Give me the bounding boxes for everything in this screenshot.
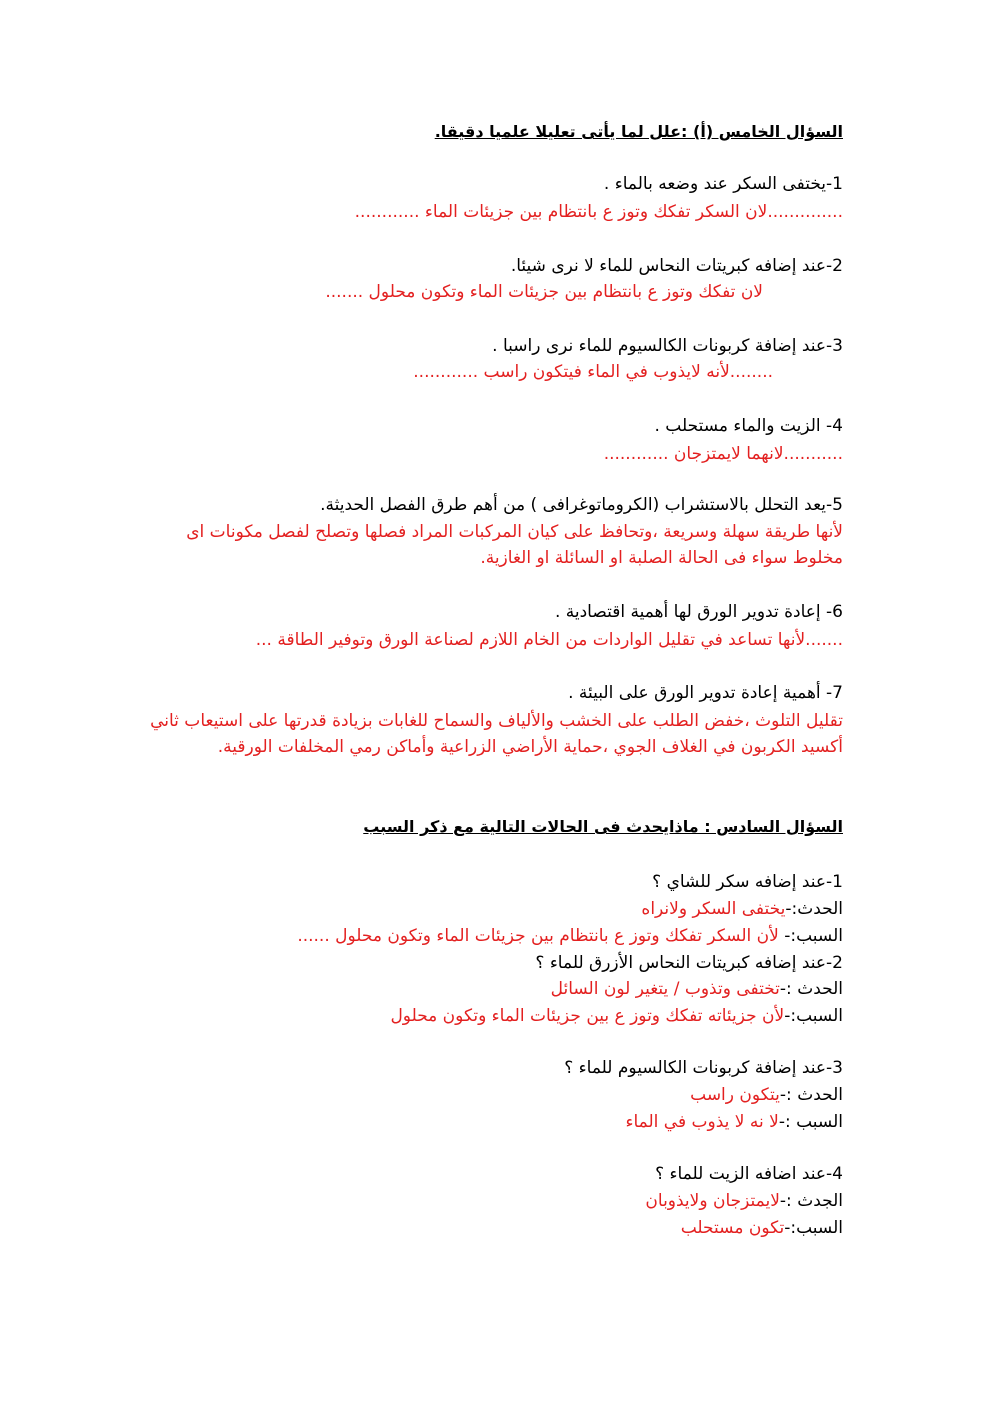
s6-q2: 2-عند إضافه كبريتات النحاس الأزرق للماء ؟ xyxy=(535,953,843,973)
s5-q5: 5-يعد التحلل بالاستشراب (الكروماتوغرافى ) من أهم طرق الفصل الحديثة. xyxy=(320,495,843,515)
reason-label: السبب:- xyxy=(784,1006,843,1026)
reason-label: السبب:- xyxy=(784,1218,843,1238)
section5-title: السؤال الخامس (أ) :علل لما يأتى تعليلا علميا دقيقا. xyxy=(434,122,843,141)
s6-q3: 3-عند إضافة كربونات الكالسيوم للماء ؟ xyxy=(564,1058,843,1078)
reason-text: لا نه لا يذوب في الماء xyxy=(625,1112,779,1132)
event-label: الجدث :- xyxy=(779,1191,843,1211)
s5-q3: 3-عند إضافة كربونات الكالسيوم للماء نرى راسبا . xyxy=(492,336,843,356)
s5-q2: 2-عند إضافه كبريتات النحاس للماء لا نرى شيئا. xyxy=(510,256,843,276)
s5-q4: 4- الزيت والماء مستحلب . xyxy=(654,416,843,436)
s5-a6: .......لأنها تساعد في تقليل الواردات من الخام اللازم لصناعة الورق وتوفير الطاقة ... xyxy=(255,630,843,650)
s6-q4-reason xyxy=(681,1216,843,1240)
s5-a1: ..............لان السكر تفكك وتوز ع بانتظام بين جزيئات الماء ............ xyxy=(354,202,843,222)
s5-q6: 6- إعادة تدوير الورق لها أهمية اقتصادية . xyxy=(554,602,843,622)
section6-title: السؤال السادس : ماذايحدث فى الحالات التالية مع ذكر السبب xyxy=(363,817,843,836)
s6-q3-reason xyxy=(626,1110,844,1134)
reason-text: لأن جزيئاته تفكك وتوز ع بين جزيئات الماء وتكون محلول xyxy=(390,1006,785,1026)
event-label: الحدث :- xyxy=(779,1085,843,1105)
event-text: يختفى السكر ولانراه xyxy=(641,899,786,919)
event-label: الحدث:- xyxy=(785,899,843,919)
s5-a7: تقليل التلوث ،خفض الطلب على الخشب والألياف والسماح للغابات بزيادة قدرتها على استيعاب ثاني أكسيد الكربون في الغلاف الجوي ،حماية الأراضي الزراعية وأماكن رمي المخلفات الورقية. xyxy=(150,711,843,757)
event-text: تختفى وتذوب / يتغير لون السائل xyxy=(550,979,780,999)
reason-text: تكون مستحلب xyxy=(680,1218,785,1238)
s6-q3-event xyxy=(690,1083,843,1107)
s5-q1: 1-يختفى السكر عند وضعه بالماء . xyxy=(603,174,843,194)
s6-q2-event xyxy=(551,977,843,1001)
reason-label: السبب :- xyxy=(778,1112,843,1132)
event-text: يتكون راسب xyxy=(690,1085,780,1105)
s5-a4: ...........لانهما لايمتزجان ............ xyxy=(603,444,843,464)
s5-q7: 7- أهمية إعادة تدوير الورق على البيئة . xyxy=(568,683,843,703)
s6-q4: 4-عند اضافه الزيت للماء ؟ xyxy=(655,1164,843,1184)
s6-q1-event xyxy=(641,897,843,921)
s6-q4-event xyxy=(645,1189,843,1213)
s5-a2: لان تفكك وتوز ع بانتظام بين جزيئات الماء وتكون محلول ....... xyxy=(325,282,763,302)
s6-q1: 1-عند إضافه سكر للشاي ؟ xyxy=(652,872,843,892)
event-label: الحدث :- xyxy=(779,979,843,999)
reason-label: السبب:- xyxy=(778,926,843,946)
reason-text: لأن السكر تفكك وتوز ع بانتظام بين جزيئات الماء وتكون محلول ...... xyxy=(297,926,779,946)
event-text: لايمتزجان ولايذوبان xyxy=(645,1191,780,1211)
s5-a3: ........لأنه لايذوب في الماء فيتكون راسب ............ xyxy=(413,362,773,382)
s6-q2-reason xyxy=(390,1004,843,1028)
s5-a5: لأنها طريقة سهلة وسريعة ،وتحافظ على كيان المركبات المراد فصلها وتصلح لفصل مكونات اى مخلوط سواء فى الحالة الصلبة او السائلة او الغازية. xyxy=(186,522,843,568)
s6-q1-reason xyxy=(297,924,843,948)
